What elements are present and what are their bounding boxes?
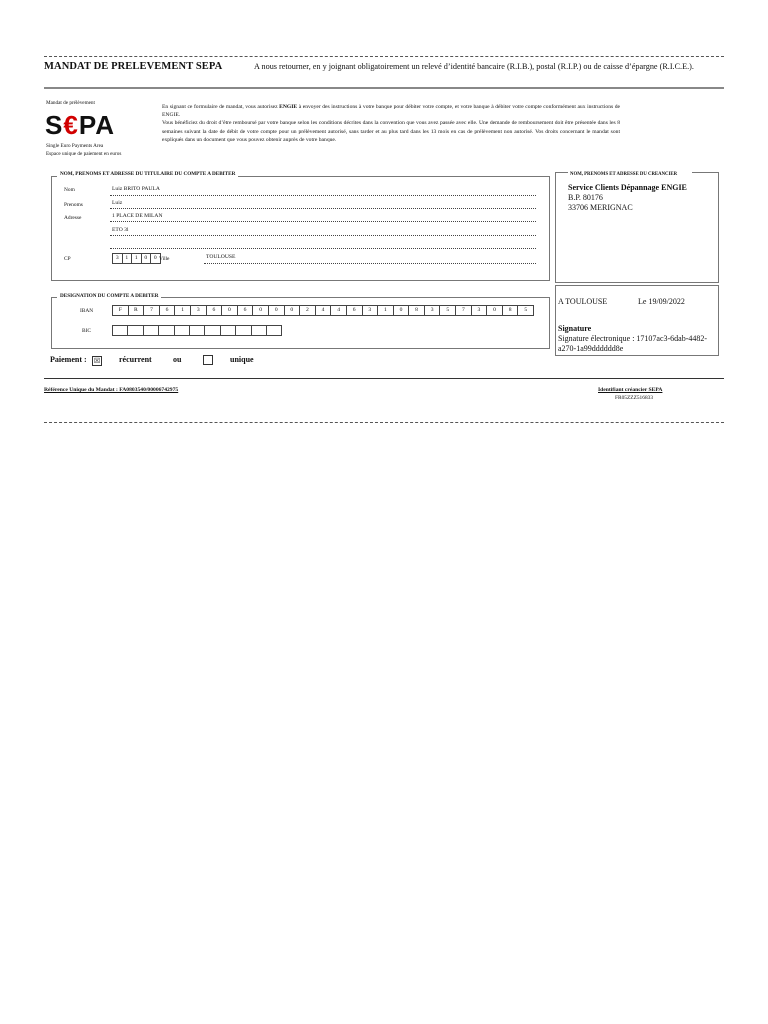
creditor-name: Service Clients Dépannage ENGIE — [568, 183, 687, 192]
creditor-title: NOM, PRENOMS ET ADRESSE DU CREANCIER — [568, 172, 692, 178]
recurrent-checkbox[interactable]: ☒ — [93, 357, 101, 365]
iban-char-cell: 0 — [284, 305, 300, 316]
iban-char-cell: 6 — [346, 305, 362, 316]
iban-char-cell: 6 — [237, 305, 253, 316]
header-rule — [44, 87, 724, 89]
iban-char-cell: 1 — [174, 305, 190, 316]
iban-char-cell: 0 — [252, 305, 268, 316]
adresse-label: Adresse — [64, 215, 82, 221]
iban-char-cell: 7 — [143, 305, 159, 316]
payment-label: Paiement : — [50, 355, 87, 364]
iban-char-cell: 8 — [502, 305, 518, 316]
cp-field[interactable] — [112, 253, 161, 264]
iban-char-cell: 3 — [362, 305, 378, 316]
prenoms-label: Prenoms — [64, 202, 83, 208]
iban-char-cell: R — [128, 305, 144, 316]
bottom-cut-line — [44, 422, 724, 423]
iban-char-cell: 7 — [455, 305, 471, 316]
bic-char-cell — [220, 325, 235, 336]
iban-char-cell: 0 — [268, 305, 284, 316]
nom-line — [110, 195, 536, 196]
adresse-line2-rule — [110, 235, 536, 236]
account-legend: DESIGNATION DU COMPTE A DEBITER — [57, 293, 161, 299]
unique-label: unique — [230, 355, 254, 364]
iban-field[interactable] — [112, 305, 534, 316]
bic-char-cell — [127, 325, 142, 336]
adresse-line1-rule — [110, 221, 536, 222]
creditor-line1: B.P. 80176 — [568, 193, 603, 202]
creditor-identifier-title: Identifiant créancier SEPA — [598, 387, 663, 393]
bic-label: BIC — [82, 328, 91, 334]
iban-char-cell: 4 — [315, 305, 331, 316]
unique-checkbox[interactable] — [203, 355, 213, 366]
iban-char-cell: 3 — [471, 305, 487, 316]
bic-field[interactable] — [112, 325, 282, 336]
mandate-reference: Référence Unique du Mandat : FA0803540/00006742975 — [44, 387, 179, 393]
bic-char-cell — [189, 325, 204, 336]
signature-box — [555, 285, 719, 356]
cp-digit: 0 — [141, 253, 151, 264]
adresse-line2[interactable]: ETO 3l — [112, 227, 129, 233]
adresse-line3-rule — [110, 248, 536, 249]
bic-char-cell — [158, 325, 173, 336]
adresse-line1[interactable]: 1 PLACE DE MILAN — [112, 213, 163, 219]
bic-char-cell — [143, 325, 158, 336]
iban-char-cell: 4 — [330, 305, 346, 316]
iban-char-cell: 8 — [408, 305, 424, 316]
iban-char-cell: 3 — [190, 305, 206, 316]
nom-label: Nom — [64, 187, 75, 193]
page-title: MANDAT DE PRELEVEMENT SEPA — [44, 61, 223, 72]
signature-title: Signature — [558, 324, 592, 333]
cp-label: CP — [64, 256, 71, 262]
ville-line — [204, 263, 536, 264]
iban-char-cell: 0 — [221, 305, 237, 316]
cp-digit: 3 — [112, 253, 122, 264]
iban-label: IBAN — [80, 308, 94, 314]
iban-char-cell: 3 — [424, 305, 440, 316]
signature-date: Le 19/09/2022 — [638, 297, 685, 306]
debtor-legend: NOM, PRENOMS ET ADRESSE DU TITULAIRE DU COMPTE A DEBITER — [57, 171, 238, 177]
sepa-subtitle: Single Euro Payments Area Espace unique de paiement en euros — [46, 143, 122, 157]
ville-value[interactable]: TOULOUSE — [206, 254, 236, 260]
return-instruction: A nous retourner, en y joignant obligatoirement un relevé d’identité bancaire (R.I.B.), postal (R.I.P.) ou de caisse d’épargne (R.I.C.E.). — [254, 62, 694, 71]
iban-char-cell: 6 — [206, 305, 222, 316]
bic-char-cell — [235, 325, 250, 336]
bic-char-cell — [174, 325, 189, 336]
nom-value[interactable]: Luiz BRITO PAULA — [112, 186, 160, 192]
iban-char-cell: 5 — [439, 305, 455, 316]
mandate-terms: En signant ce formulaire de mandat, vous autorisez ENGIE à envoyer des instructions à votre banque pour débiter votre compte, et votre banque à débiter votre compte conformément aux instructions de ENGIE. Vous bénéficiez du droit d’être remboursé par votre banque selon les conditions décrites dans la convention que vous avez passée avec elle. Une demande de remboursement doit être présentée dans les 8 semaines suivant la date de débit de votre compte pour un prélèvement autorisé, sans tarder et au plus tard dans les 13 mois en cas de prélèvement non autorisé. Vos droits concernant le mandat sont expliqués dans un document que vous pouvez obtenir auprès de votre banque. — [162, 104, 620, 143]
cp-digit: 1 — [122, 253, 132, 264]
recurrent-label: récurrent — [119, 355, 152, 364]
bic-char-cell — [266, 325, 282, 336]
iban-char-cell: F — [112, 305, 128, 316]
cp-digit: 1 — [131, 253, 141, 264]
iban-char-cell: 1 — [377, 305, 393, 316]
iban-char-cell: 0 — [393, 305, 409, 316]
cp-digit: 0 — [150, 253, 161, 264]
iban-char-cell: 2 — [299, 305, 315, 316]
bic-char-cell — [112, 325, 127, 336]
creditor-identifier-value: FR05ZZZ516833 — [615, 395, 654, 401]
prenoms-value[interactable]: Luiz — [112, 200, 123, 206]
top-cut-line — [44, 56, 724, 57]
prenoms-line — [110, 208, 536, 209]
bic-char-cell — [251, 325, 266, 336]
or-label: ou — [173, 355, 182, 364]
iban-char-cell: 5 — [517, 305, 534, 316]
mandat-label: Mandat de prélèvement — [46, 100, 95, 106]
iban-char-cell: 0 — [486, 305, 502, 316]
creditor-line2: 33706 MERIGNAC — [568, 203, 633, 212]
footer-rule — [44, 378, 724, 379]
iban-char-cell: 6 — [159, 305, 175, 316]
signature-place: A TOULOUSE — [558, 297, 608, 306]
creditor-address — [568, 183, 687, 213]
bic-char-cell — [204, 325, 219, 336]
creditor-box — [555, 172, 719, 283]
ville-label: Ville — [159, 256, 170, 262]
signature-electronic: Signature électronique : 17107ac3-6dab-4482-a270-1a99dddddd8e — [558, 334, 708, 353]
sepa-logo: S€PA — [45, 110, 116, 140]
